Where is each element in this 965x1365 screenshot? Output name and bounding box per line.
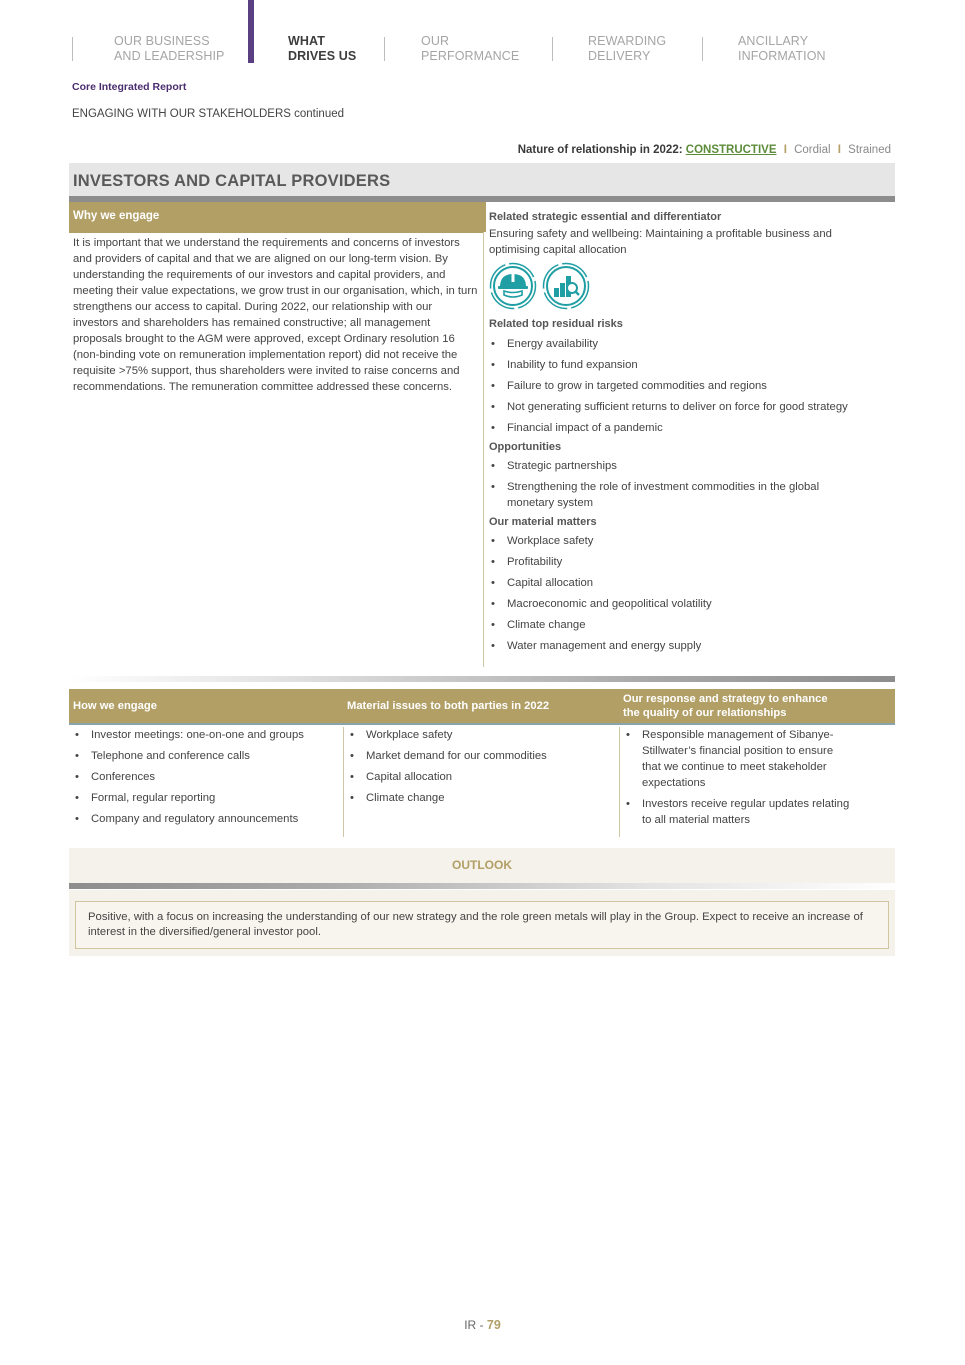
nav-item-our-performance[interactable]	[421, 34, 519, 64]
nav-label-line2: INFORMATION	[738, 49, 826, 63]
nav-label-line2: AND LEADERSHIP	[114, 49, 225, 63]
material-matters-heading: Our material matters	[489, 516, 597, 528]
list-item: • Conferences	[73, 769, 339, 785]
list-item: • Investor meetings: one-on-one and groups	[73, 727, 339, 743]
list-item: • Climate change	[489, 617, 894, 633]
material-issues-column	[343, 727, 619, 837]
nav-divider	[72, 37, 73, 61]
opportunities-list	[489, 458, 894, 511]
section-divider	[69, 676, 895, 682]
nav-divider	[702, 37, 703, 61]
relationship-status	[518, 144, 891, 156]
nav-label-line1: REWARDING	[588, 34, 667, 48]
nav-divider	[552, 37, 553, 61]
risks-heading: Related top residual risks	[489, 318, 623, 330]
list-item: • Financial impact of a pandemic	[489, 420, 894, 436]
nav-label-line1: OUR	[421, 34, 450, 48]
safety-helmet-icon	[489, 262, 537, 310]
nav-label-line2: DRIVES US	[288, 49, 357, 63]
nav-label-line1: WHAT	[288, 34, 325, 48]
engagement-table-body	[69, 727, 895, 837]
top-navigation	[0, 0, 965, 70]
strategic-heading: Related strategic essential and differentiator	[489, 211, 722, 223]
nav-active-indicator	[248, 0, 254, 63]
relationship-cordial: Cordial	[794, 144, 831, 156]
opportunities-heading: Opportunities	[489, 441, 562, 453]
nav-item-rewarding-delivery[interactable]	[588, 34, 666, 64]
why-we-engage-text: It is important that we understand the requirements and concerns of investors and providers of capital and that we are aligned on our long-term vision. By understanding the requirements of our investors and capital providers, and meeting their value expectations, we grow trust in our organisation, which, in turn strengthens our access to capital. During 2022, our relationship with our investors and shareholders has remained constructive; all management proposals brought to the AGM were approved, except Ordinary resolution 16 (non-binding vote on remuneration implementation report) did not receive the requisite >75% support, thus shareholders were invited to raise concerns and recommendations. The remuneration committee addressed these concerns.	[73, 237, 478, 393]
why-we-engage-heading: Why we engage	[69, 202, 484, 233]
strategic-icons	[489, 262, 894, 310]
column-accent	[483, 202, 486, 232]
relationship-constructive: CONSTRUCTIVE	[685, 144, 777, 156]
header-material-issues: Material issues to both parties in 2022	[347, 700, 550, 712]
outlook-divider	[69, 883, 895, 889]
list-item: • Energy availability	[489, 336, 894, 352]
header-how-we-engage: How we engage	[73, 700, 157, 712]
list-item: • Failure to grow in targeted commodities and regions	[489, 378, 894, 394]
list-item: • Capital allocation	[348, 769, 615, 785]
list-item: • Water management and energy supply	[489, 638, 894, 654]
list-item: • Workplace safety	[348, 727, 615, 743]
list-item: • Strategic partnerships	[489, 458, 894, 474]
nav-label-line2: DELIVERY	[588, 49, 651, 63]
nav-label-line1: OUR BUSINESS	[114, 34, 210, 48]
engagement-table-header	[69, 689, 895, 725]
how-we-engage-column	[69, 727, 343, 837]
capital-allocation-chart-icon	[542, 262, 590, 310]
list-item: • Telephone and conference calls	[73, 748, 339, 764]
list-item: • Workplace safety	[489, 533, 894, 549]
list-item: • Responsible management of Sibanye-Stillwater’s financial position to ensure that we continue to meet stakeholder expectations	[624, 727, 855, 791]
header-our-response: Our response and strategy to enhance the quality of our relationships	[623, 693, 828, 719]
list-item: • Inability to fund expansion	[489, 357, 894, 373]
nav-item-business-leadership[interactable]	[114, 34, 224, 64]
nav-divider	[384, 37, 385, 61]
separator: I	[837, 144, 841, 156]
list-item: • Capital allocation	[489, 575, 894, 591]
nav-item-ancillary-information[interactable]	[738, 34, 826, 64]
list-item: • Strengthening the role of investment commodities in the global monetary system	[489, 479, 869, 511]
relationship-label: Nature of relationship in 2022:	[517, 144, 683, 156]
report-name: Core Integrated Report	[72, 81, 187, 93]
nav-label-line1: ANCILLARY	[738, 34, 809, 48]
list-item: • Company and regulatory announcements	[73, 811, 339, 827]
risks-list	[489, 336, 894, 436]
page-number-value: 79	[486, 1318, 501, 1332]
list-item: • Climate change	[348, 790, 615, 806]
list-item: • Market demand for our commodities	[348, 748, 615, 764]
list-item: • Investors receive regular updates relating to all material matters	[624, 796, 855, 828]
right-column	[483, 202, 895, 667]
page-prefix: IR -	[464, 1318, 484, 1332]
separator: I	[783, 144, 787, 156]
page-number	[0, 1318, 965, 1332]
our-response-column	[619, 727, 895, 837]
stakeholder-title-band	[69, 163, 895, 196]
nav-item-what-drives-us[interactable]	[288, 34, 356, 64]
outlook-heading: OUTLOOK	[69, 848, 895, 883]
outlook-panel	[69, 890, 895, 956]
list-item: • Not generating sufficient returns to deliver on force for good strategy	[489, 399, 894, 415]
nav-label-line2: PERFORMANCE	[421, 49, 520, 63]
material-matters-list	[489, 533, 894, 654]
list-item: • Profitability	[489, 554, 894, 570]
section-subtitle: ENGAGING WITH OUR STAKEHOLDERS continued	[72, 108, 345, 120]
stakeholder-title: INVESTORS AND CAPITAL PROVIDERS	[73, 172, 391, 190]
list-item: • Macroeconomic and geopolitical volatility	[489, 596, 894, 612]
strategic-text: Ensuring safety and wellbeing: Maintaining a profitable business and optimising capital allocation	[489, 228, 832, 256]
relationship-strained: Strained	[848, 144, 891, 156]
outlook-text: Positive, with a focus on increasing the understanding of our new strategy and the role green metals will play in the Group. Expect to receive an increase of interest in the diversified/general investor pool.	[75, 901, 889, 949]
list-item: • Formal, regular reporting	[73, 790, 339, 806]
